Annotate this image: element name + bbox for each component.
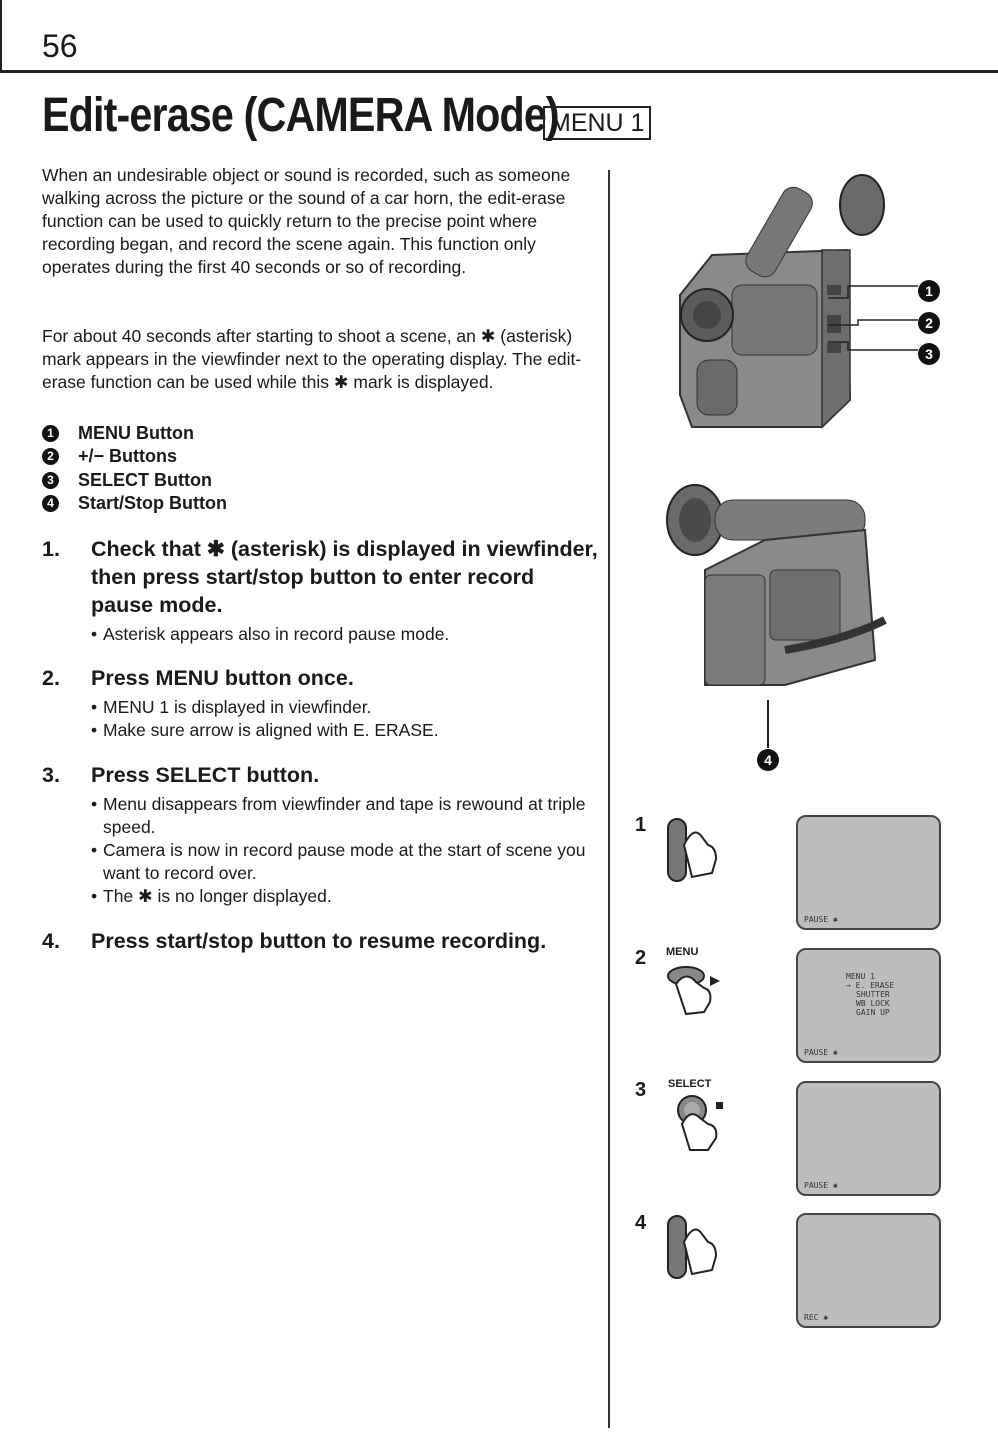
panel-number: 2 — [635, 947, 647, 969]
header-rule — [0, 70, 998, 73]
legend-item — [42, 422, 227, 445]
legend-item — [42, 492, 227, 515]
callout-lines — [828, 280, 918, 360]
step-heading: Press start/stop button to resume recording. — [91, 929, 547, 953]
step-heading: Check that ✱ (asterisk) is displayed in viewfinder, then press start/stop button to enter record pause mode. — [91, 537, 598, 617]
step-bullet: • Make sure arrow is aligned with E. ERASE. — [91, 719, 602, 742]
hand-press-icon — [664, 1212, 724, 1282]
viewfinder-screen — [796, 1081, 941, 1196]
legend-item — [42, 445, 227, 468]
select-button-press-icon — [672, 1094, 742, 1154]
callout-line-4 — [767, 700, 769, 748]
viewfinder-screen — [796, 948, 941, 1063]
panel-number: 4 — [635, 1212, 647, 1234]
callout-2: 2 — [918, 312, 940, 334]
menu-button-press-icon — [664, 962, 734, 1017]
button-label: SELECT — [668, 1078, 712, 1090]
callout-badge: 1 — [42, 425, 59, 442]
button-legend — [42, 422, 227, 515]
camcorder-back-illustration — [665, 480, 895, 705]
menu-tag: MENU 1 — [543, 106, 651, 140]
step-bullet: • MENU 1 is displayed in viewfinder. — [91, 696, 602, 719]
step-3 — [42, 761, 602, 908]
top-left-rule — [0, 0, 2, 70]
viewfinder-status: PAUSE ✱ — [804, 1181, 838, 1190]
legend-label: SELECT Button — [78, 469, 212, 490]
step-4 — [42, 927, 602, 955]
callout-1: 1 — [918, 280, 940, 302]
panel-number: 3 — [635, 1079, 647, 1101]
menu-line: GAIN UP — [856, 1008, 890, 1017]
panel-number: 1 — [635, 814, 647, 836]
callout-badge: 2 — [42, 448, 59, 465]
page-title: Edit-erase (CAMERA Mode) — [42, 89, 559, 142]
menu-line: → E. ERASE — [846, 981, 895, 990]
callout-3: 3 — [918, 343, 940, 365]
step-heading: Press SELECT button. — [91, 763, 320, 787]
callout-badge: 3 — [42, 472, 59, 489]
column-divider — [608, 170, 610, 1428]
viewfinder-status: PAUSE ✱ — [804, 915, 838, 924]
legend-label: +/− Buttons — [78, 446, 178, 467]
step-number: 4. — [42, 929, 60, 953]
legend-label: Start/Stop Button — [78, 492, 227, 513]
legend-label: MENU Button — [78, 423, 194, 443]
viewfinder-screen — [796, 815, 941, 930]
viewfinder-menu — [846, 972, 894, 1017]
intro-paragraph-1: When an undesirable object or sound is recorded, such as someone walking across the picture or the sound of a car horn, the edit-erase function can be used to quickly return to the precise point where recording began, and record the scene again. This function only operates during the first 40 seconds or so of recording. — [42, 165, 571, 277]
callout-badge: 4 — [42, 495, 59, 512]
camcorder-back-drawing — [667, 485, 885, 685]
hand-press-icon — [664, 815, 724, 885]
step-1 — [42, 535, 602, 646]
step-bullet: • Asterisk appears also in record pause mode. — [91, 623, 602, 646]
viewfinder-status: PAUSE ✱ — [804, 1048, 838, 1057]
viewfinder-screen — [796, 1213, 941, 1328]
menu-line: SHUTTER — [856, 990, 890, 999]
viewfinder-status: REC ✱ — [804, 1313, 829, 1322]
step-bullet: • The ✱ is no longer displayed. — [91, 885, 602, 908]
step-bullet: • Camera is now in record pause mode at the start of scene you want to record over. — [91, 839, 602, 885]
intro-paragraph-2: For about 40 seconds after starting to shoot a scene, an ✱ (asterisk) mark appears in the viewfinder next to the operating display. The edit-erase function can be used while this ✱ mark is displayed. — [42, 326, 582, 392]
step-number: 2. — [42, 666, 60, 690]
step-2 — [42, 664, 602, 742]
step-number: 1. — [42, 537, 60, 561]
menu-line: MENU 1 — [846, 972, 875, 981]
callout-4: 4 — [757, 749, 779, 771]
menu-line: WB LOCK — [856, 999, 890, 1008]
legend-item — [42, 469, 227, 492]
page-number: 56 — [42, 28, 78, 64]
step-number: 3. — [42, 763, 60, 787]
button-label: MENU — [666, 946, 699, 958]
step-heading: Press MENU button once. — [91, 666, 354, 690]
step-bullet: • Menu disappears from viewfinder and tape is rewound at triple speed. — [91, 793, 602, 839]
